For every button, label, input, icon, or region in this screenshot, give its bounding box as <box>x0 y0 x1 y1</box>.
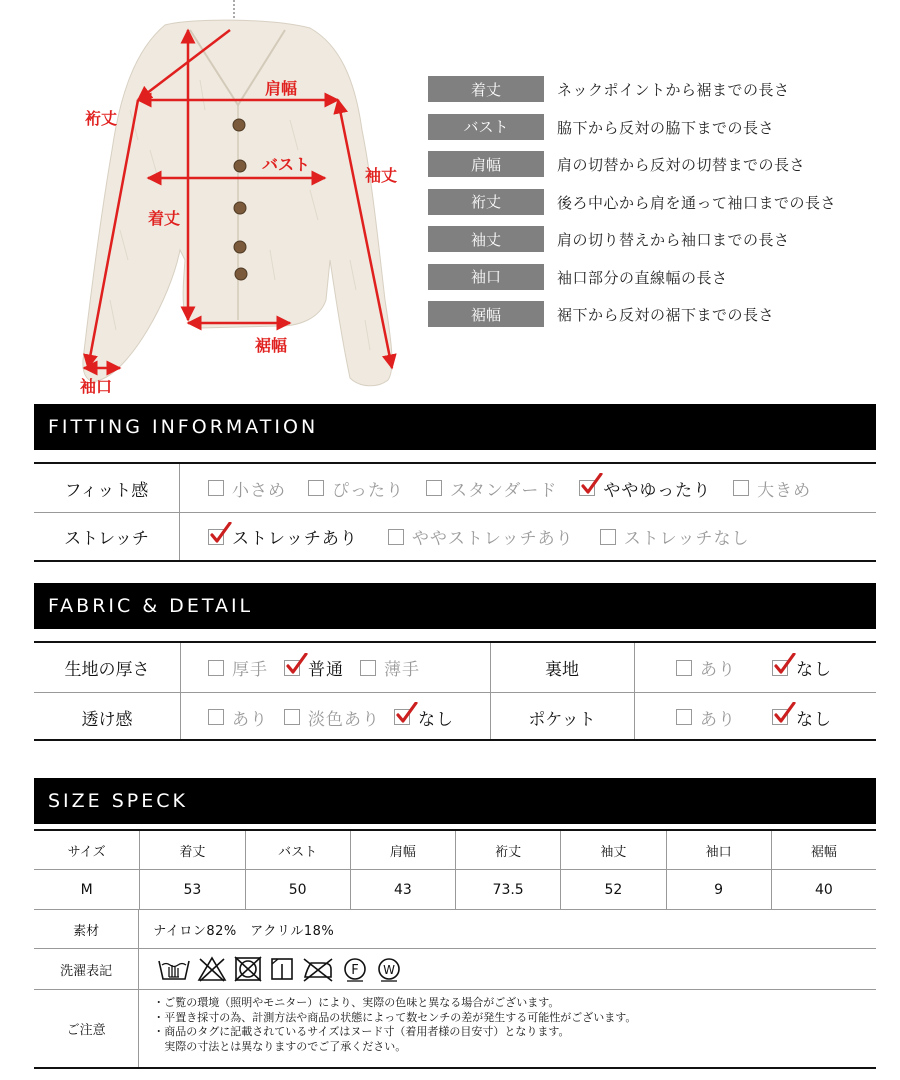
legend-desc: 後ろ中心から肩を通って袖口までの長さ <box>557 193 837 212</box>
size-header-row <box>34 831 876 869</box>
wet-clean-w-icon <box>375 955 403 983</box>
size-header-cell: バスト <box>245 831 350 869</box>
checkmark-icon <box>396 702 418 724</box>
dry-clean-f-icon <box>341 955 369 983</box>
measurement-legend <box>428 76 888 339</box>
pocket-option <box>676 705 736 730</box>
checkbox-icon <box>676 709 692 725</box>
checkmark-icon <box>774 702 796 724</box>
note-line: ・商品のタグに記載されているサイズはヌード寸（着用者様の目安寸）となります。 <box>153 1025 570 1038</box>
fit-option-label: ややゆったり <box>603 480 712 501</box>
sheer-label: 透け感 <box>81 709 133 730</box>
sheer-options <box>180 693 490 741</box>
pocket-label: ポケット <box>528 709 596 730</box>
legend-row <box>428 264 888 302</box>
label-katahaba: 肩幅 <box>265 79 298 98</box>
lining-option <box>676 655 736 680</box>
label-bust: バスト <box>262 155 311 174</box>
sheer-option <box>284 705 380 730</box>
lining-options <box>634 643 876 692</box>
fit-option <box>308 476 404 501</box>
size-value-cell: 9 <box>666 870 771 909</box>
size-header-cell: 裄丈 <box>455 831 560 869</box>
legend-desc: ネックポイントから裾までの長さ <box>557 81 790 99</box>
size-value-cell: 40 <box>771 870 876 909</box>
legend-row <box>428 189 888 227</box>
fitting-section-header: FITTING INFORMATION <box>34 404 876 450</box>
fit-option-label: 大きめ <box>757 480 812 501</box>
no-bleach-icon <box>197 955 227 983</box>
size-header-cell: サイズ <box>67 844 106 860</box>
legend-row <box>428 76 888 114</box>
legend-tag: バスト <box>428 114 544 140</box>
legend-row <box>428 301 888 339</box>
size-value-cell: M <box>80 881 93 898</box>
checkbox-icon <box>208 660 224 676</box>
checkbox-icon <box>360 660 376 676</box>
thickness-option <box>360 655 420 680</box>
checkbox-icon <box>284 660 300 676</box>
checkmark-icon <box>210 522 232 544</box>
fit-option <box>579 476 711 501</box>
label-sodetake: 袖丈 <box>365 166 398 185</box>
wet-clean-letter: W <box>383 963 396 977</box>
checkbox-icon <box>388 529 404 545</box>
size-value-cell: 43 <box>350 870 455 909</box>
legend-tag: 袖丈 <box>428 226 544 252</box>
line-dry-shade-icon <box>269 955 295 983</box>
label-kitake: 着丈 <box>148 209 181 228</box>
fit-option-label: 小さめ <box>232 480 286 501</box>
fit-option <box>733 476 811 501</box>
stretch-options <box>180 524 876 549</box>
legend-tag: 着丈 <box>428 76 544 102</box>
checkbox-icon <box>208 480 224 496</box>
legend-tag: 裾幅 <box>428 301 544 327</box>
size-value-row <box>34 869 876 909</box>
notes-label: ご注意 <box>34 990 139 1067</box>
size-header-cell: 肩幅 <box>350 831 455 869</box>
legend-tag: 肩幅 <box>428 151 544 177</box>
fitting-table <box>34 462 876 562</box>
thickness-option-label: 厚手 <box>232 660 268 680</box>
note-line: ・ご覧の環境（照明やモニター）により、実際の色味と異なる場合がございます。 <box>153 996 560 1009</box>
legend-desc: 肩の切り替えから袖口までの長さ <box>557 231 790 249</box>
legend-desc: 脇下から反対の脇下までの長さ <box>557 118 775 137</box>
thickness-label: 生地の厚さ <box>64 660 150 680</box>
pocket-options <box>634 693 876 741</box>
checkbox-icon <box>208 709 224 725</box>
fit-label: フィット感 <box>34 464 180 512</box>
size-header-cell: 着丈 <box>139 831 244 869</box>
care-row <box>34 948 876 989</box>
checkbox-icon <box>426 480 442 496</box>
stretch-option-label: ストレッチなし <box>623 529 750 549</box>
cardigan-drawing <box>0 0 420 395</box>
size-value-cell: 53 <box>139 870 244 909</box>
pocket-option <box>772 705 832 730</box>
notes-row <box>34 989 876 1067</box>
pocket-option-label: なし <box>796 709 832 730</box>
fabric-section-header: FABRIC & DETAIL <box>34 583 876 629</box>
checkmark-icon <box>286 653 308 675</box>
sheer-option-label: 淡色あり <box>308 709 380 730</box>
size-header-cell: 裾幅 <box>771 831 876 869</box>
fit-options <box>180 476 876 501</box>
size-section-header: SIZE SPECK <box>34 778 876 824</box>
stretch-option <box>388 524 574 549</box>
size-header-cell: 袖丈 <box>560 831 665 869</box>
checkbox-icon <box>579 480 595 496</box>
stretch-option-label: ストレッチあり <box>232 529 358 549</box>
thickness-option-label: 普通 <box>308 660 344 680</box>
size-table <box>34 829 876 1069</box>
legend-row <box>428 114 888 152</box>
legend-row <box>428 226 888 264</box>
checkbox-icon <box>208 529 224 545</box>
legend-desc: 袖口部分の直線幅の長さ <box>557 268 728 287</box>
sheer-option <box>208 705 268 730</box>
thickness-option <box>208 655 268 680</box>
fit-row <box>34 464 876 512</box>
legend-desc: 肩の切替から反対の切替までの長さ <box>557 156 806 174</box>
no-tumble-dry-icon <box>233 955 263 983</box>
checkbox-icon <box>308 480 324 496</box>
lining-option <box>772 655 832 680</box>
size-value-cell: 73.5 <box>455 870 560 909</box>
label-yukitake: 裄丈 <box>85 109 118 128</box>
stretch-label: ストレッチ <box>34 513 180 560</box>
label-susohaba: 裾幅 <box>255 336 288 355</box>
stretch-option-label: ややストレッチあり <box>411 529 574 549</box>
stretch-option <box>600 524 750 549</box>
legend-desc: 裾下から反対の裾下までの長さ <box>557 306 775 324</box>
checkmark-icon <box>581 473 603 495</box>
legend-tag: 袖口 <box>428 264 544 290</box>
fit-option <box>208 476 286 501</box>
sheer-option <box>394 705 454 730</box>
material-label: 素材 <box>34 910 139 948</box>
checkbox-icon <box>394 709 410 725</box>
fit-option-label: スタンダード <box>450 480 558 501</box>
fit-option-label: ぴったり <box>332 480 404 501</box>
thickness-option-label: 薄手 <box>384 660 420 680</box>
thickness-options <box>180 643 490 692</box>
pocket-option-label: あり <box>700 709 736 730</box>
checkbox-icon <box>284 709 300 725</box>
checkbox-icon <box>772 709 788 725</box>
size-header-cell: 袖口 <box>666 831 771 869</box>
garment-illustration <box>0 0 420 395</box>
thickness-option <box>284 655 344 680</box>
size-value-cell: 50 <box>245 870 350 909</box>
fabric-table <box>34 641 876 741</box>
sheer-option-label: あり <box>232 709 268 730</box>
notes-text <box>139 990 876 1067</box>
legend-row <box>428 151 888 189</box>
hand-wash-icon <box>157 955 191 983</box>
checkbox-icon <box>733 480 749 496</box>
lining-option-label: あり <box>700 660 736 680</box>
stretch-option <box>208 524 358 549</box>
checkmark-icon <box>774 653 796 675</box>
lining-option-label: なし <box>796 660 832 680</box>
note-line: 実際の寸法とは異なりますのでご了承ください。 <box>153 1039 407 1053</box>
stretch-row <box>34 512 876 560</box>
lining-label: 裏地 <box>545 660 579 680</box>
checkbox-icon <box>772 660 788 676</box>
sheer-option-label: なし <box>418 709 454 730</box>
care-label: 洗濯表記 <box>34 949 139 989</box>
checkbox-icon <box>600 529 616 545</box>
fit-option <box>426 476 557 501</box>
label-sodeguchi: 袖口 <box>80 377 113 396</box>
dry-clean-letter: F <box>351 963 359 978</box>
size-value-cell: 52 <box>560 870 665 909</box>
note-line: ・平置き採寸の為、計測方法や商品の状態によって数センチの差が発生する可能性がございます。 <box>153 1010 637 1024</box>
material-value: ナイロン82% アクリル18% <box>153 923 335 939</box>
legend-tag: 裄丈 <box>428 189 544 215</box>
checkbox-icon <box>676 660 692 676</box>
no-iron-icon <box>301 955 335 983</box>
care-icons <box>139 949 403 989</box>
material-row <box>34 909 876 948</box>
